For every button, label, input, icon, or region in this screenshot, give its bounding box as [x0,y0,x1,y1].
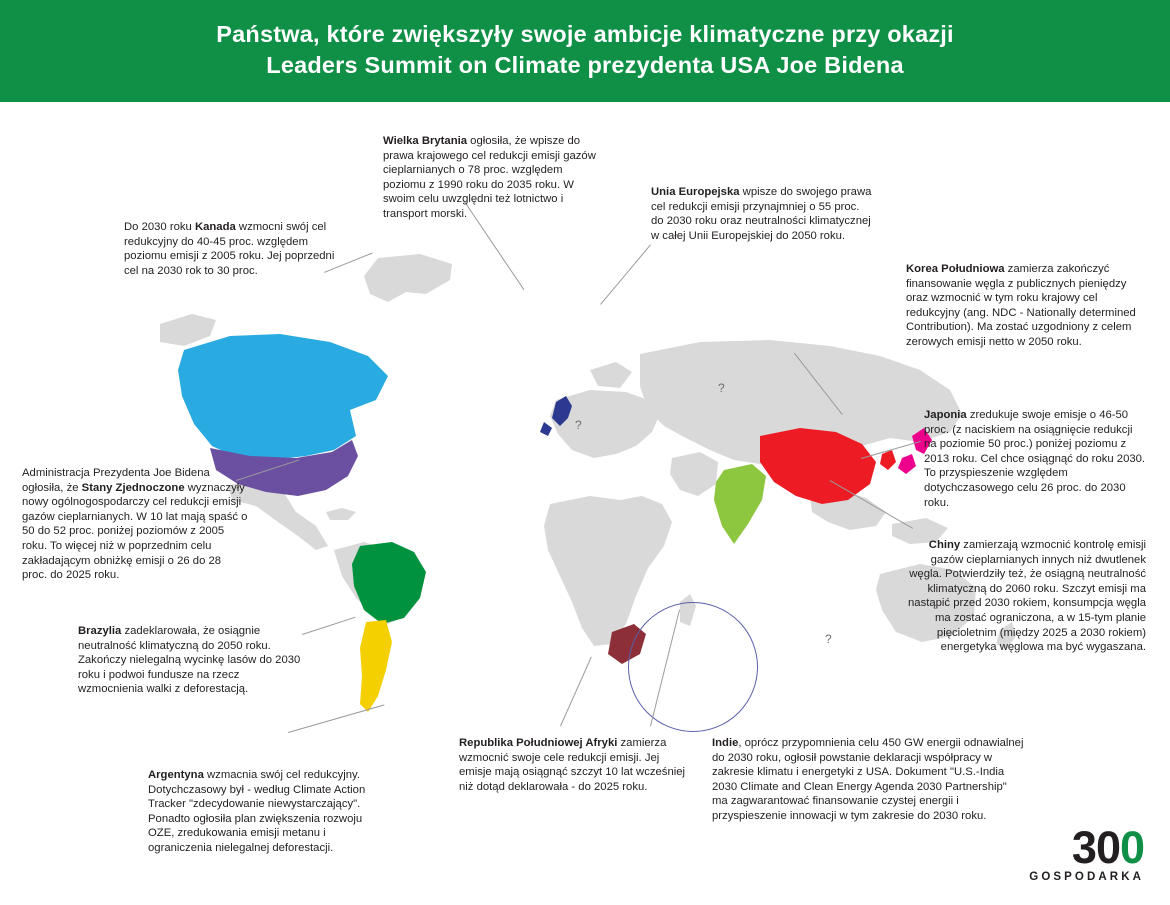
logo-digit-0-second: 0 [1119,822,1144,873]
note-brazil-text: zadeklarowała, że osiągnie neutralność klimatyczną do 2050 roku. Zakończy nielegalną wycinkę lasów do 2030 roku i podwoi fundusze na rzecz wzmocnienia walki z deforestacją. [78,625,301,696]
note-japan-text: zredukuje swoje emisje o 46-50 proc. (z naciskiem na osiągnięcie redukcji na poziomie 50 proc.) poniżej poziomu z 2013 roku. Cel chce osiągnąć do roku 2030. To przyspieszenie względem dotychczasowego celu 26 proc. do 2030 roku. [924,409,1146,509]
note-eu [651,185,873,243]
page-title-line-2: Leaders Summit on Climate prezydenta USA Joe Bidena [266,52,904,78]
header-banner [0,0,1170,102]
page-title [0,19,1170,81]
note-korea [906,262,1146,350]
logo-digit-3: 3 [1071,822,1096,873]
map-unknown-marker-australia: ? [825,632,832,646]
note-eu-text: wpisze do swojego prawa cel redukcji emisji przynajmniej o 55 proc. do 2030 roku oraz neutralności klimatycznej w całej Unii Europejskiej do 2050 roku. [651,186,872,242]
map-unknown-marker-europe: ? [575,418,582,432]
note-india [712,736,1024,824]
note-uk [383,134,603,222]
note-brazil [78,624,302,697]
logo-digit-0-first: 0 [1095,822,1120,873]
map-country-canada [178,334,388,460]
note-brazil-country: Brazylia [78,625,122,637]
note-usa [22,466,248,583]
europe-highlight-circle [628,602,758,732]
map-country-korea [880,450,896,470]
note-argentina-text: wzmacnia swój cel redukcyjny. Dotychczasowy był - według Climate Action Tracker "zdecydowanie niewystarczający". Ponadto ogłosiła plan zwiększenia rozwoju OZE, zredukowania emisji metanu i ograniczenia nielegalnej deforestacji. [148,769,366,854]
note-india-text: , oprócz przypomnienia celu 450 GW energii odnawialnej do 2030 roku, ogłosił powstanie deklaracji współpracy w zakresie klimatu i energetyki z USA. Dokument "U.S.-India 2030 Climate and Clean Energy Agenda 2030 Partnership" ma zagwarantować finansowanie czystej energii i przyspieszenie innowacji w tym zakresie do 2030 roku. [712,737,1024,822]
note-china-country: Chiny [928,539,961,551]
note-south-africa [459,736,691,794]
note-japan-country: Japonia [924,409,967,421]
logo-number [1029,822,1144,873]
map-country-argentina [360,620,392,712]
note-argentina [148,768,376,856]
note-canada [124,220,336,278]
note-south-africa-text: zamierza wzmocnić swoje cele redukcji emisji. Jej emisje mają osiągnąć szczyt 10 lat wcześniej niż dotąd deklarowała - do 2025 roku. [459,737,686,793]
note-uk-country: Wielka Brytania [383,135,468,147]
note-usa-country: Stany Zjednoczone [81,481,185,494]
note-canada-country: Kanada [194,221,236,233]
map-country-india [714,464,766,544]
map-country-brazil [352,542,426,624]
note-korea-country: Korea Południowa [906,263,1005,275]
note-uk-text: ogłosiła, że wpisze do prawa krajowego cel redukcji emisji gazów cieplarnianych o 78 proc. względem poziomu z 1990 roku do 2035 roku. W swoim celu uwzględni też lotnictwo i transport morski. [383,135,596,220]
note-canada-text: wzmocni swój cel redukcyjny do 40-45 proc. względem poziomu emisji z 2005 roku. Jej poprzedni cel na 2030 rok to 30 proc. [124,221,335,277]
page-title-line-1: Państwa, które zwiększyły swoje ambicje klimatyczne przy okazji [216,21,954,47]
note-india-country: Indie [712,737,739,749]
note-argentina-country: Argentyna [148,769,204,781]
note-canada-pre: Do 2030 roku [124,221,195,233]
note-usa-pre: Administracja Prezydenta Joe Bidena ogłosiła, że [22,467,210,494]
note-korea-text: zamierza zakończyć finansowanie węgla z publicznych pieniędzy oraz wzmocnić w tym roku krajowy cel redukcyjny (ang. NDC - Nationally determined Contribution). Ma zostać uzgodniony z celem zerowych emisji netto w 2050 roku. [906,263,1136,348]
note-eu-country: Unia Europejska [651,186,740,198]
note-south-africa-country: Republika Południowej Afryki [459,737,618,749]
map-unknown-marker-russia: ? [718,381,725,395]
logo-wordmark: GOSPODARKA [1029,871,1144,883]
note-china [906,538,1146,655]
note-japan [924,408,1146,510]
logo-300gospodarka [1029,822,1144,883]
note-usa-text: wyznaczyły nowy ogólnogospodarczy cel redukcji emisji gazów cieplarnianych. W 10 lat mają spaść o 50 do 52 proc. poniżej poziomów z 2005 roku. To więcej niż w poprzednim celu zakładającym obniżkę emisji o 26 do 28 proc. do 2025 roku. [22,481,248,582]
note-china-text: zamierzają wzmocnić kontrolę emisji gazów cieplarnianych innych niż dwutlenek węgla. Potwierdziły też, że osiągną neutralność klimatyczną do 2060 roku. Szczyt emisji ma nastąpić przed 2030 rokiem, konsumpcja węgla ma zostać ograniczona, a w 15-tym planie pięcioletnim (między 2025 a 2030 rokiem) energetyka węglowa ma być wygaszana. [908,539,1146,654]
